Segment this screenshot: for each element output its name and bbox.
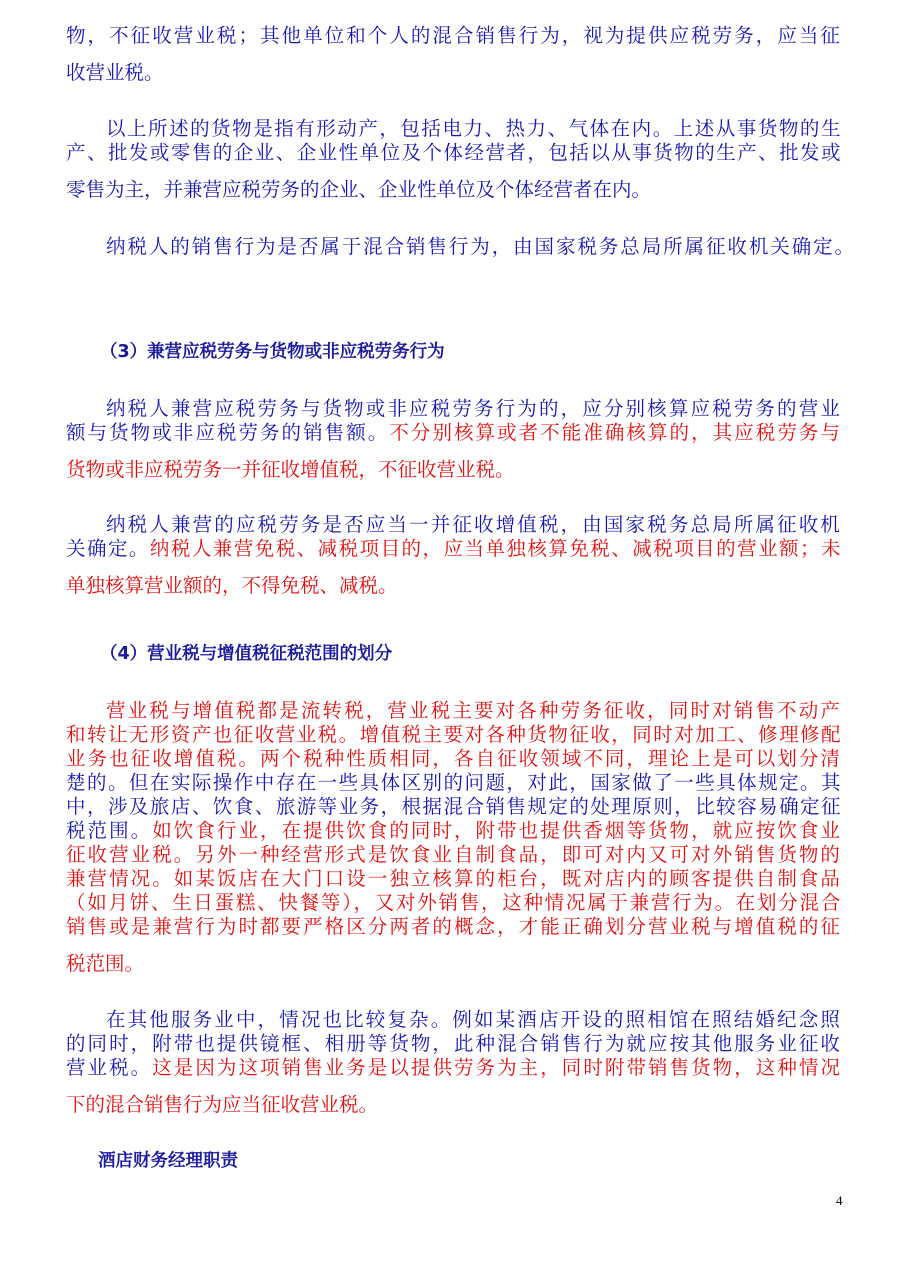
text-run: 额与货物或非应税劳务的销售额。 <box>66 421 390 444</box>
section-heading-3: （3）兼营应税劳务与货物或非应税劳务行为 <box>100 342 445 362</box>
text-line <box>66 24 842 48</box>
text-run: 纳税人兼营的应税劳务是否应当一并征收增值税，由国家税务总局所属征收机 <box>106 513 842 536</box>
text-run: 下的混合销售行为应当征收营业税。 <box>66 1093 379 1116</box>
text-line <box>66 537 842 561</box>
text-line <box>66 747 842 771</box>
text-run: 营业税与增值税都是流转税，营业税主要对各种劳务征收，同时对销售不动产 <box>106 699 842 722</box>
text-line <box>106 513 842 537</box>
text-line <box>66 795 842 819</box>
text-run: 纳税人兼营免税、减税项目的，应当单独核算免税、减税项目的营业额；未 <box>149 537 842 560</box>
text-run: 关确定。 <box>66 537 150 560</box>
text-run: 纳税人兼营应税劳务与货物或非应税劳务行为的，应分别核算应税劳务的营业 <box>106 397 842 420</box>
text-run: 业务也征收增值税。两个税种性质相同，各自征收领域不同，理论上是可以划分清 <box>66 747 842 770</box>
text-line <box>66 141 842 165</box>
text-run: 单独核算营业额的，不得免税、减税。 <box>66 574 398 597</box>
text-line <box>106 117 842 141</box>
page-number: 4 <box>836 1193 843 1208</box>
text-line <box>106 235 856 259</box>
text-run: 不分别核算或者不能准确核算的，其应税劳务与 <box>389 421 842 444</box>
text-run: 物，不征收营业税；其他单位和个人的混合销售行为，视为提供应税劳务，应当征 <box>66 24 842 47</box>
text-run: 和转让无形资产也征收营业税。增值税主要对各种货物征收，同时对加工、修理修配 <box>66 723 843 746</box>
text-line <box>66 1056 842 1080</box>
text-line <box>66 915 842 939</box>
text-run: 货物或非应税劳务一并征收增值税，不征收营业税。 <box>66 458 515 481</box>
text-line <box>66 61 164 85</box>
text-line <box>66 952 144 976</box>
text-run: 以上所述的货物是指有形动产，包括电力、热力、气体在内。上述从事货物的生 <box>106 117 842 140</box>
text-line <box>66 178 651 202</box>
section-heading-hotel-finance-manager: 酒店财务经理职责 <box>98 1151 238 1171</box>
text-line <box>66 891 842 915</box>
text-run: 零售为主，并兼营应税劳务的企业、企业性单位及个体经营者在内。 <box>66 178 652 201</box>
text-run: 纳税人的销售行为是否属于混合销售行为，由国家税务总局所属征收机关确定。 <box>106 235 856 258</box>
text-line <box>66 819 842 843</box>
text-line <box>106 397 842 421</box>
text-run: 产、批发或零售的企业、企业性单位及个体经营者，包括以从事货物的生产、批发或 <box>66 141 843 164</box>
text-run: 税范围。 <box>66 952 145 975</box>
text-run: 兼营情况。如某饭店在大门口设一独立核算的柜台，既对店内的顾客提供自制食品 <box>66 867 842 890</box>
text-run: 销售或是兼营行为时都要严格区分两者的概念，才能正确划分营业税与增值税的征 <box>66 915 842 938</box>
text-line <box>66 867 842 891</box>
text-line <box>66 723 842 747</box>
text-line <box>66 843 842 867</box>
section-heading-4: （4）营业税与增值税征税范围的划分 <box>100 644 393 664</box>
text-line <box>106 699 842 723</box>
text-run: 税范围。 <box>66 819 153 842</box>
text-line <box>66 458 515 482</box>
text-run: 收营业税。 <box>66 61 164 84</box>
text-run: 楚的。但在实际操作中存在一些具体区别的问题，对此，国家做了一些具体规定。其 <box>66 771 843 794</box>
text-run: 中，涉及旅店、饮食、旅游等业务，根据混合销售规定的处理原则，比较容易确定征 <box>66 795 843 818</box>
text-line <box>66 771 842 795</box>
text-line <box>66 421 842 445</box>
text-line <box>66 1032 842 1056</box>
text-run: 的同时，附带也提供镜框、相册等货物，此种混合销售行为就应按其他服务业征收 <box>66 1032 842 1055</box>
text-run: 在其他服务业中，情况也比较复杂。例如某酒店开设的照相馆在照结婚纪念照 <box>106 1008 842 1031</box>
text-run: 营业税。 <box>66 1056 153 1079</box>
text-run: 如饮食行业，在提供饮食的同时，附带也提供香烟等货物，就应按饮食业 <box>152 819 842 842</box>
text-run: 这是因为这项销售业务是以提供劳务为主，同时附带销售货物，这种情况 <box>152 1056 842 1079</box>
text-run: 征收营业税。另外一种经营形式是饮食业自制食品，即可对内又可对外销售货物的 <box>66 843 842 866</box>
text-line <box>66 1093 378 1117</box>
text-run: （如月饼、生日蛋糕、快餐等），又对外销售，这种情况属于兼营行为。在划分混合 <box>66 891 842 914</box>
text-line <box>66 574 398 598</box>
text-line <box>106 1008 842 1032</box>
